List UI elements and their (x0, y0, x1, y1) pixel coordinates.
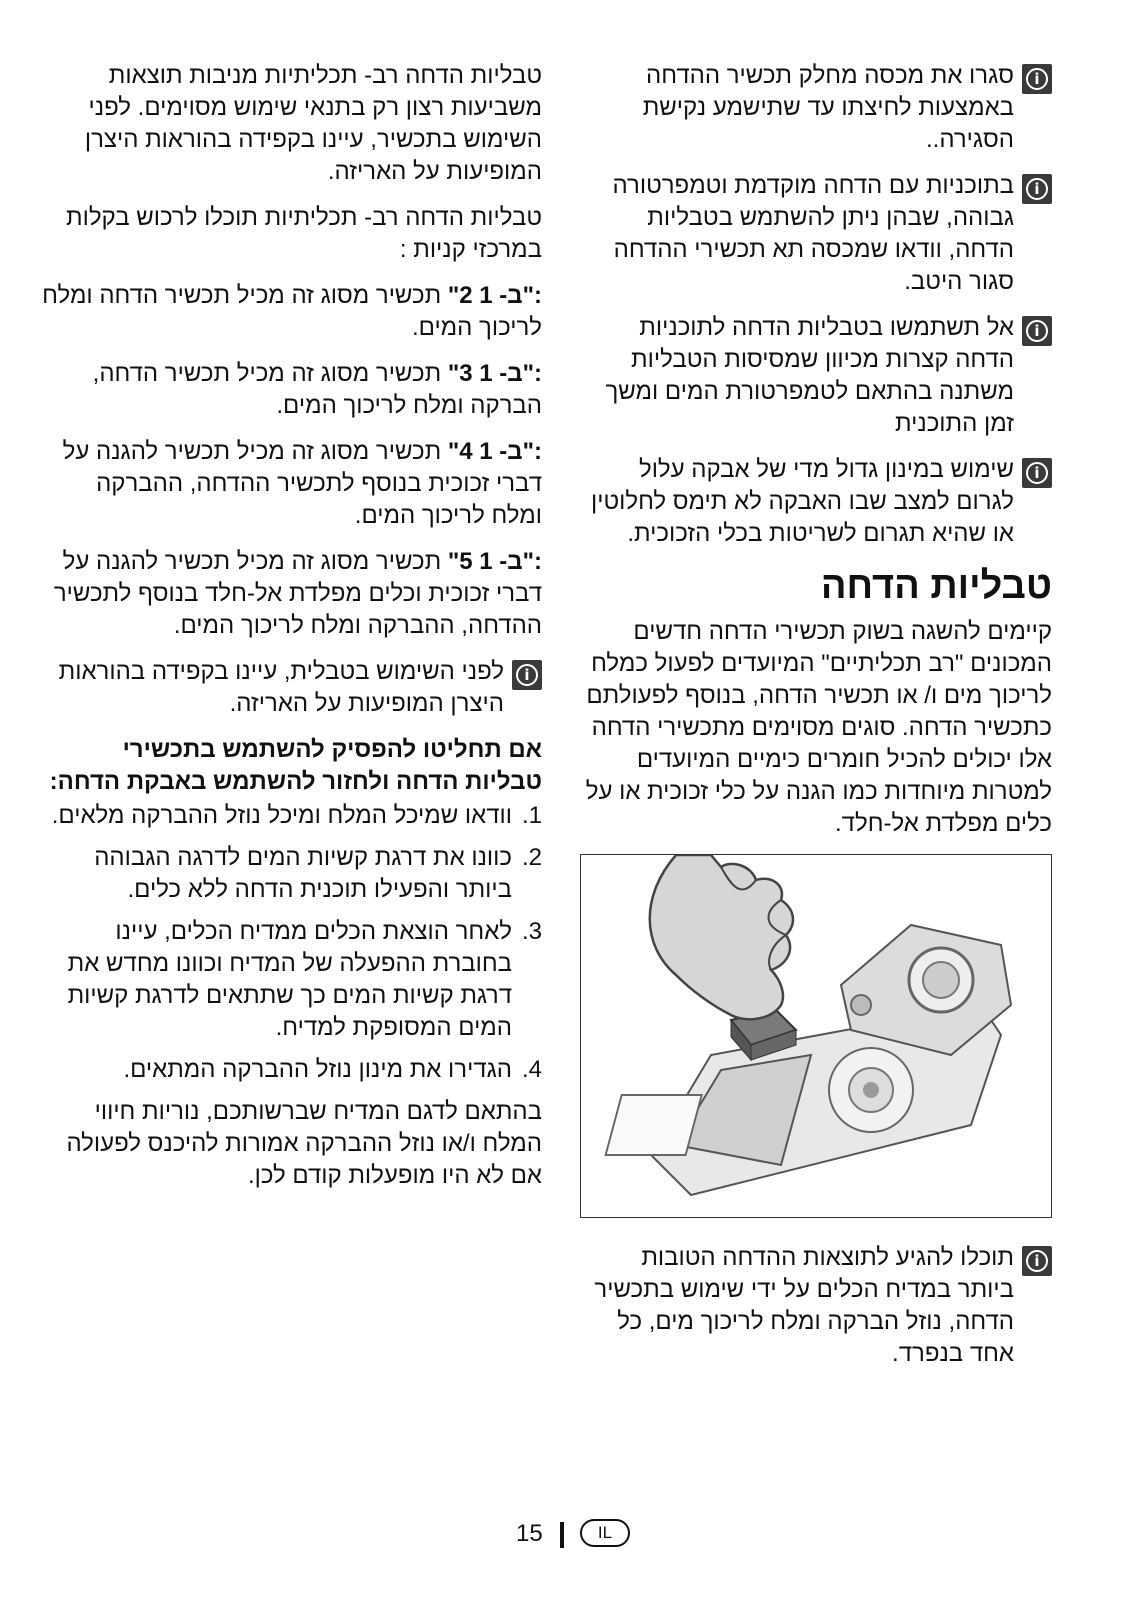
tablet-type-label: "5 ב- 1": (447, 548, 542, 575)
language-badge: IL (580, 1519, 630, 1547)
step-number: 3. (521, 918, 542, 945)
page-number: 15 (516, 1520, 543, 1547)
info-icon: i (1022, 458, 1052, 488)
note-text: תוכלו להגיע לתוצאות ההדחה הטובות ביותר במדיח הכלים על ידי שימוש בתכשיר הדחה, נוזל הברקה ומלח לריכוך מים, כל אחד בנפרד. (594, 1244, 1014, 1367)
step-number: 2. (521, 844, 542, 871)
note-read-packaging (42, 656, 542, 720)
note-powder-overdose (582, 454, 1052, 550)
step-text: הגדירו את מינון נוזל ההברקה המתאים. (123, 1056, 512, 1083)
right-column (582, 60, 1052, 1384)
tablet-type-text: תכשיר מסוג זה מכיל תכשיר להגנה על דברי זכוכית בנוסף לתכשיר ההדחה, ההברקה ומלח לריכוך המים. (62, 438, 542, 529)
tablet-type-5in1 (42, 546, 542, 642)
footer-divider (560, 1522, 564, 1548)
switch-back-steps (42, 800, 542, 1086)
step-number: 4. (521, 1056, 542, 1083)
tablet-type-label: "3 ב- 1": (447, 360, 542, 387)
step-text: לאחר הוצאת הכלים ממדיח הכלים, עיינו בחוברת ההפעלה של המדיח וכוונו מחדש את דרגת קשיות המים כך שתתאים לדרגת קשיות המים המסופקת למדיח. (67, 918, 512, 1041)
closing-paragraph: בהתאם לדגם המדיח שברשותכם, נוריות חיווי המלח ו/או נוזל ההברקה אמורות להיכנס לפעולה אם לא היו מופעלות קודם לכן. (66, 1098, 542, 1189)
step-text: כוונו את דרגת קשיות המים לדרגה הגבוהה ביותר והפעילו תוכנית הדחה ללא כלים. (94, 844, 512, 903)
multi-tablet-paragraph: טבליות הדחה רב- תכליתיות מניבות תוצאות משביעות רצון רק בתנאי שימוש מסוימים. לפני השימוש בתכשיר, עיינו בקפידה בהוראות היצרן המופיעות על האריזה. (84, 62, 542, 185)
left-column (42, 60, 542, 1206)
tablet-type-4in1 (42, 436, 542, 532)
info-icon: i (1022, 1246, 1052, 1276)
page-footer (0, 1516, 1130, 1552)
tablet-type-2in1 (42, 280, 542, 344)
info-icon: i (1022, 64, 1052, 94)
tablet-type-text: תכשיר מסוג זה מכיל תכשיר להגנה על דברי זכוכית וכלים מפלדת אל-חלד בנוסף לתכשיר ההדחה, ההברקה ומלח לריכוך המים. (53, 548, 542, 639)
info-icon: i (1022, 174, 1052, 204)
section-heading: טבליות הדחה (820, 565, 1052, 607)
tablet-type-label: "4 ב- 1": (447, 438, 542, 465)
tablet-type-label: "2 ב- 1": (447, 282, 542, 309)
intro-paragraph: קיימים להשגה בשוק תכשירי הדחה חדשים המכונים "רב תכליתיים" המיועדים לפעול כמלח לריכוך מים ו/ או תכשיר הדחה, בנוסף לפעולתם כתכשיר הדחה. סוגים מסוימים מתכשירי הדחה אלו יכולים להכיל חומרים כימיים המיועדים למטרות מיוחדות כמו הגנה על כלי זכוכית או על כלים מפלדת אל-חלד. (585, 618, 1052, 837)
purchase-paragraph: טבליות הדחה רב- תכליתיות תוכלו לרכוש בקלות במרכזי קניות : (66, 204, 542, 263)
note-prewash (582, 170, 1052, 298)
note-text: בתוכניות עם הדחה מוקדמת וטמפרטורה גבוהה, שבהן ניתן להשתמש בטבליות הדחה, וודאו שמכסה תא תכשירי ההדחה סגור היטב. (612, 172, 1014, 295)
step-item (42, 842, 542, 906)
step-item (42, 800, 542, 832)
step-text: וודאו שמיכל המלח ומיכל נוזל ההברקה מלאים. (51, 802, 512, 829)
tablet-type-text: תכשיר מסוג זה מכיל תכשיר הדחה ומלח לריכוך המים. (42, 282, 542, 341)
switch-back-heading: אם תחליטו להפסיק להשתמש בתכשירי טבליות הדחה ולחזור להשתמש באבקת הדחה: (49, 736, 542, 795)
tablet-type-text: תכשיר מסוג זה מכיל תכשיר הדחה, הברקה ומלח לריכוך המים. (92, 360, 542, 419)
info-icon: i (512, 660, 542, 690)
note-text: שימוש במינון גדול מדי של אבקה עלול לגרום למצב שבו האבקה לא תימס לחלוטין או שהיא תגרום לשריטות בכלי הזכוכית. (591, 456, 1014, 547)
note-short-programs (582, 312, 1052, 440)
step-item (42, 916, 542, 1044)
note-text: סגרו את מכסה מחלק תכשיר ההדחה באמצעות לחיצתו עד שתישמע נקישת הסגירה.. (642, 62, 1014, 153)
hand-tablet-drawing (581, 855, 1051, 1217)
note-best-results (582, 1242, 1052, 1370)
note-close-lid (582, 60, 1052, 156)
tablet-type-3in1 (42, 358, 542, 422)
note-text: לפני השימוש בטבלית, עיינו בקפידה בהוראות היצרן המופיעות על האריזה. (58, 658, 504, 717)
info-icon: i (1022, 316, 1052, 346)
dispenser-illustration (580, 854, 1052, 1218)
note-text: אל תשתמשו בטבליות הדחה לתוכניות הדחה קצרות מכיוון שמסיסות הטבליות משתנה בהתאם לטמפרטורת המים ומשך זמן התוכנית (605, 314, 1014, 437)
step-item (42, 1054, 542, 1086)
step-number: 1. (521, 802, 542, 829)
